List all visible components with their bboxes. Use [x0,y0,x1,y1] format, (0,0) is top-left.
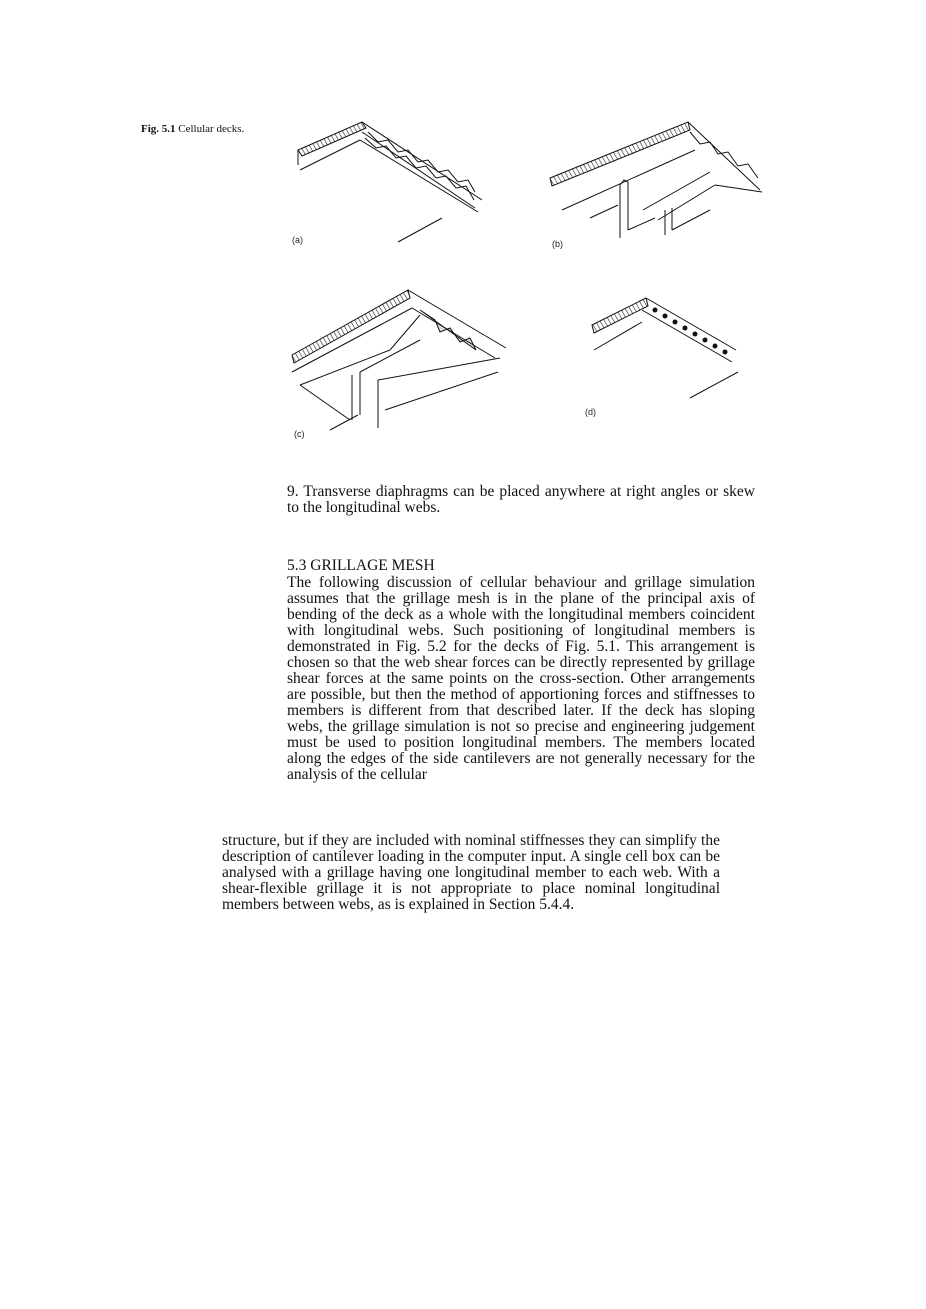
item-9-paragraph: 9. Transverse diaphragms can be placed anywhere at right angles or skew to the longitudinal webs. [287,483,755,516]
panel-b-drawing [550,122,762,238]
section-heading: 5.3 GRILLAGE MESH [287,557,435,574]
section-paragraph: The following discussion of cellular behaviour and grillage simulation assumes that the grillage mesh is in the plane of the principal axis of bending of the deck as a whole with the longitudinal members coincident with longitudinal webs. Such positioning of longitudinal members is demonstrated in Fig. 5.2 for the decks of Fig. 5.1. This arrangement is chosen so that the web shear forces can be directly represented by grillage shear forces at the same points on the cross-section. Other arrangements are possible, but then the method of apportioning forces and stiffnesses to members is different from that described later. If the deck has sloping webs, the grillage simulation is not so precise and engineering judgement must be used to position longitudinal members. The members located along the edges of the side cantilevers are not generally necessary for the analysis of the cellular [287,574,755,783]
panel-d-drawing [592,298,738,398]
panel-c-drawing [292,290,506,430]
panel-label-d: (d) [585,407,596,417]
panel-a-drawing [298,122,482,242]
panel-label-b: (b) [552,239,563,249]
panel-label-c: (c) [294,429,305,439]
figure-caption [141,123,244,135]
continuation-paragraph: structure, but if they are included with nominal stiffnesses they can simplify the description of cantilever loading in the computer input. A single cell box can be analysed with a grillage having one longitudinal member to each web. With a shear-flexible grillage it is not appropriate to place nominal longitudinal members between webs, as is explained in Section 5.4.4. [222,832,720,913]
figure-title: Cellular decks. [178,123,245,135]
cellular-decks-figure [270,110,770,450]
panel-label-a: (a) [292,235,303,245]
figure-number: Fig. 5.1 [141,123,176,135]
